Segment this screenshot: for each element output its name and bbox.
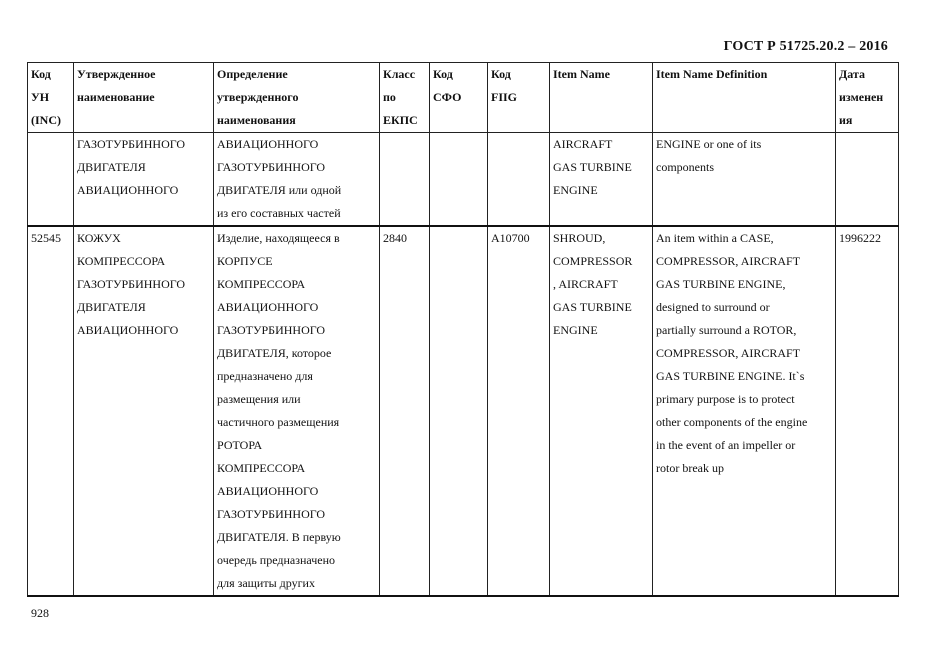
page-number: 928 — [31, 606, 49, 620]
cell-item-name-definition: ENGINE or one of its components — [653, 133, 836, 227]
document-header: ГОСТ Р 51725.20.2 – 2016 — [723, 39, 888, 54]
column-header-sfo-code: Код СФО — [430, 63, 488, 133]
column-header-item-name-definition: Item Name Definition — [653, 63, 836, 133]
cell-item-name: AIRCRAFT GAS TURBINE ENGINE — [550, 133, 653, 227]
cell-item-name: SHROUD, COMPRESSOR , AIRCRAFT GAS TURBINE ENGINE — [550, 226, 653, 596]
cell-inc — [28, 133, 74, 227]
nomenclature-table — [27, 62, 899, 597]
column-header-inc: Код УН (INC) — [28, 63, 74, 133]
cell-ekps-class: 2840 — [380, 226, 430, 596]
column-header-item-name: Item Name — [550, 63, 653, 133]
table-row — [28, 226, 899, 596]
cell-definition: АВИАЦИОННОГО ГАЗОТУРБИННОГО ДВИГАТЕЛЯ или одной из его составных частей — [214, 133, 380, 227]
table-row — [28, 133, 899, 227]
cell-fiig-code: A10700 — [488, 226, 550, 596]
column-header-fiig-code: Код FIIG — [488, 63, 550, 133]
cell-sfo-code — [430, 226, 488, 596]
cell-change-date — [836, 133, 899, 227]
column-header-ekps-class: Класс по ЕКПС — [380, 63, 430, 133]
cell-approved-name: КОЖУХ КОМПРЕССОРА ГАЗОТУРБИННОГО ДВИГАТЕЛЯ АВИАЦИОННОГО — [74, 226, 214, 596]
column-header-approved-name: Утвержденное наименование — [74, 63, 214, 133]
cell-ekps-class — [380, 133, 430, 227]
cell-fiig-code — [488, 133, 550, 227]
table-header-row — [28, 63, 899, 133]
cell-inc: 52545 — [28, 226, 74, 596]
cell-change-date: 1996222 — [836, 226, 899, 596]
cell-item-name-definition: An item within a CASE, COMPRESSOR, AIRCRAFT GAS TURBINE ENGINE, designed to surround or partially surround a ROTOR, COMPRESSOR, AIRCRAFT GAS TURBINE ENGINE. It`s primary purpose is to protect other components of the engine in the event of an impeller or rotor break up — [653, 226, 836, 596]
column-header-definition: Определение утвержденного наименования — [214, 63, 380, 133]
column-header-change-date: Дата изменен ия — [836, 63, 899, 133]
cell-sfo-code — [430, 133, 488, 227]
cell-definition: Изделие, находящееся в КОРПУСЕ КОМПРЕССОРА АВИАЦИОННОГО ГАЗОТУРБИННОГО ДВИГАТЕЛЯ, которое предназначено для размещения или частичного размещения РОТОРА КОМПРЕССОРА АВИАЦИОННОГО ГАЗОТУРБИННОГО ДВИГАТЕЛЯ. В первую очередь предназначено для защиты других — [214, 226, 380, 596]
cell-approved-name: ГАЗОТУРБИННОГО ДВИГАТЕЛЯ АВИАЦИОННОГО — [74, 133, 214, 227]
